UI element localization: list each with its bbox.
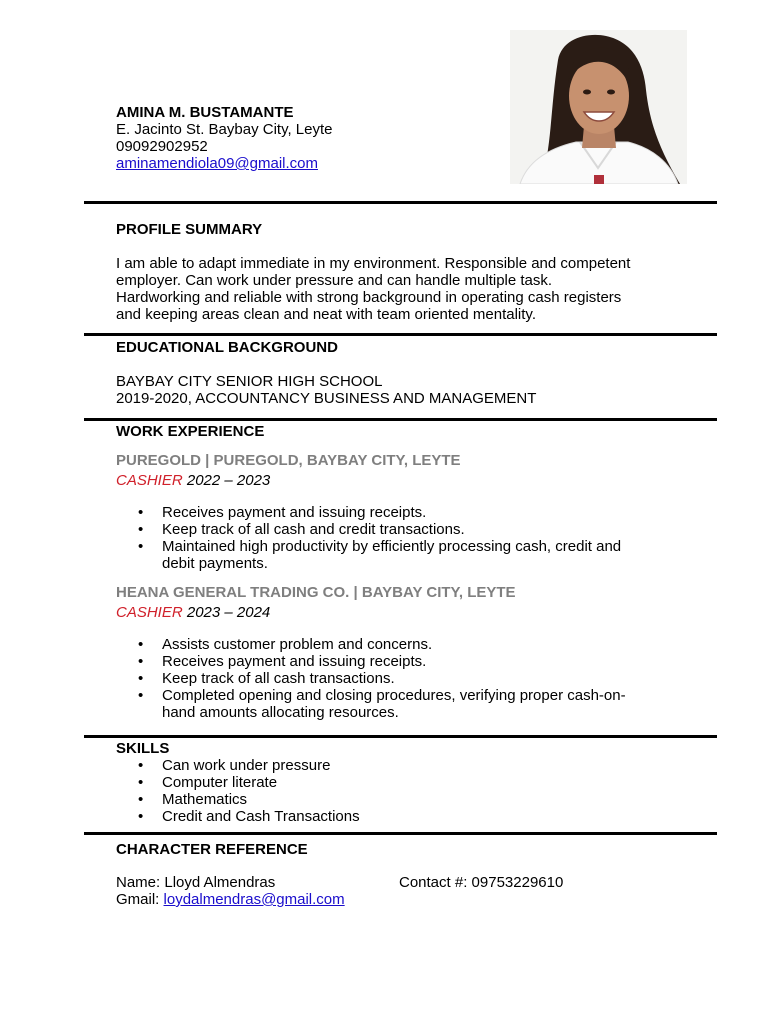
reference-gmail-label: Gmail: <box>116 891 164 908</box>
job-dates: 2022 – 2023 <box>182 472 271 489</box>
list-item: • Computer literate <box>116 774 652 791</box>
reference-name-label: Name: <box>116 874 165 891</box>
section-divider <box>84 333 717 336</box>
section-divider <box>84 418 717 421</box>
skills-section <box>116 740 169 757</box>
list-item: • Credit and Cash Transactions <box>116 808 652 825</box>
job-company: HEANA GENERAL TRADING CO. | BAYBAY CITY, LEYTE <box>116 584 516 601</box>
profile-summary-line: Hardworking and reliable with strong background in operating cash registers <box>116 289 622 306</box>
reference-name-line <box>116 874 275 891</box>
character-reference-heading: CHARACTER REFERENCE <box>116 841 308 858</box>
reference-email-link[interactable]: loydalmendras@gmail.com <box>163 891 345 908</box>
list-item: • Maintained high productivity by efficiently processing cash, credit and debit payments. <box>116 538 652 572</box>
list-item: • Receives payment and issuing receipts. <box>116 504 652 521</box>
email-link[interactable]: aminamendiola09@gmail.com <box>116 155 318 172</box>
job-company: PUREGOLD | PUREGOLD, BAYBAY CITY, LEYTE <box>116 452 461 469</box>
job-duties-list <box>116 636 652 721</box>
profile-summary-line: employer. Can work under pressure and can handle multiple task. <box>116 272 553 289</box>
reference-gmail-line <box>116 891 345 908</box>
job-entry <box>116 452 461 489</box>
list-item: • Completed opening and closing procedures, verifying proper cash-on-hand amounts allocating resources. <box>116 687 652 721</box>
profile-summary-line: and keeping areas clean and neat with team oriented mentality. <box>116 306 536 323</box>
list-item: • Assists customer problem and concerns. <box>116 636 652 653</box>
job-duties-list <box>116 504 652 572</box>
section-divider <box>84 735 717 738</box>
education-section <box>116 339 536 407</box>
job-title-line <box>116 604 516 621</box>
applicant-name: AMINA M. BUSTAMANTE <box>116 104 294 121</box>
job-entry <box>116 584 516 621</box>
contact-block <box>116 104 333 172</box>
job-role: CASHIER <box>116 472 183 489</box>
profile-photo <box>510 30 687 184</box>
profile-summary-heading: PROFILE SUMMARY <box>116 221 263 238</box>
profile-summary-section <box>116 221 630 323</box>
portrait-image <box>510 30 687 184</box>
school-name: BAYBAY CITY SENIOR HIGH SCHOOL <box>116 373 383 390</box>
job-title-line <box>116 472 461 489</box>
phone-number: 09092902952 <box>116 138 208 155</box>
list-item: • Keep track of all cash and credit transactions. <box>116 521 652 538</box>
reference-contact: 09753229610 <box>471 874 564 891</box>
work-experience-heading: WORK EXPERIENCE <box>116 423 265 440</box>
reference-name: Lloyd Almendras <box>164 874 276 891</box>
reference-contact-label: Contact #: <box>399 874 472 891</box>
reference-contact-line <box>399 874 563 891</box>
section-divider <box>84 201 717 204</box>
skills-list <box>116 757 652 825</box>
work-experience-heading-wrap <box>116 423 264 440</box>
education-detail: 2019-2020, ACCOUNTANCY BUSINESS AND MANAGEMENT <box>116 390 537 407</box>
list-item: • Keep track of all cash transactions. <box>116 670 652 687</box>
list-item: • Can work under pressure <box>116 757 652 774</box>
section-divider <box>84 832 717 835</box>
list-item: • Receives payment and issuing receipts. <box>116 653 652 670</box>
address: E. Jacinto St. Baybay City, Leyte <box>116 121 333 138</box>
profile-summary-line: I am able to adapt immediate in my environment. Responsible and competent <box>116 255 631 272</box>
job-dates: 2023 – 2024 <box>182 604 271 621</box>
job-role: CASHIER <box>116 604 183 621</box>
skills-heading: SKILLS <box>116 740 170 757</box>
character-reference-section <box>116 841 308 858</box>
list-item: • Mathematics <box>116 791 652 808</box>
education-heading: EDUCATIONAL BACKGROUND <box>116 339 338 356</box>
